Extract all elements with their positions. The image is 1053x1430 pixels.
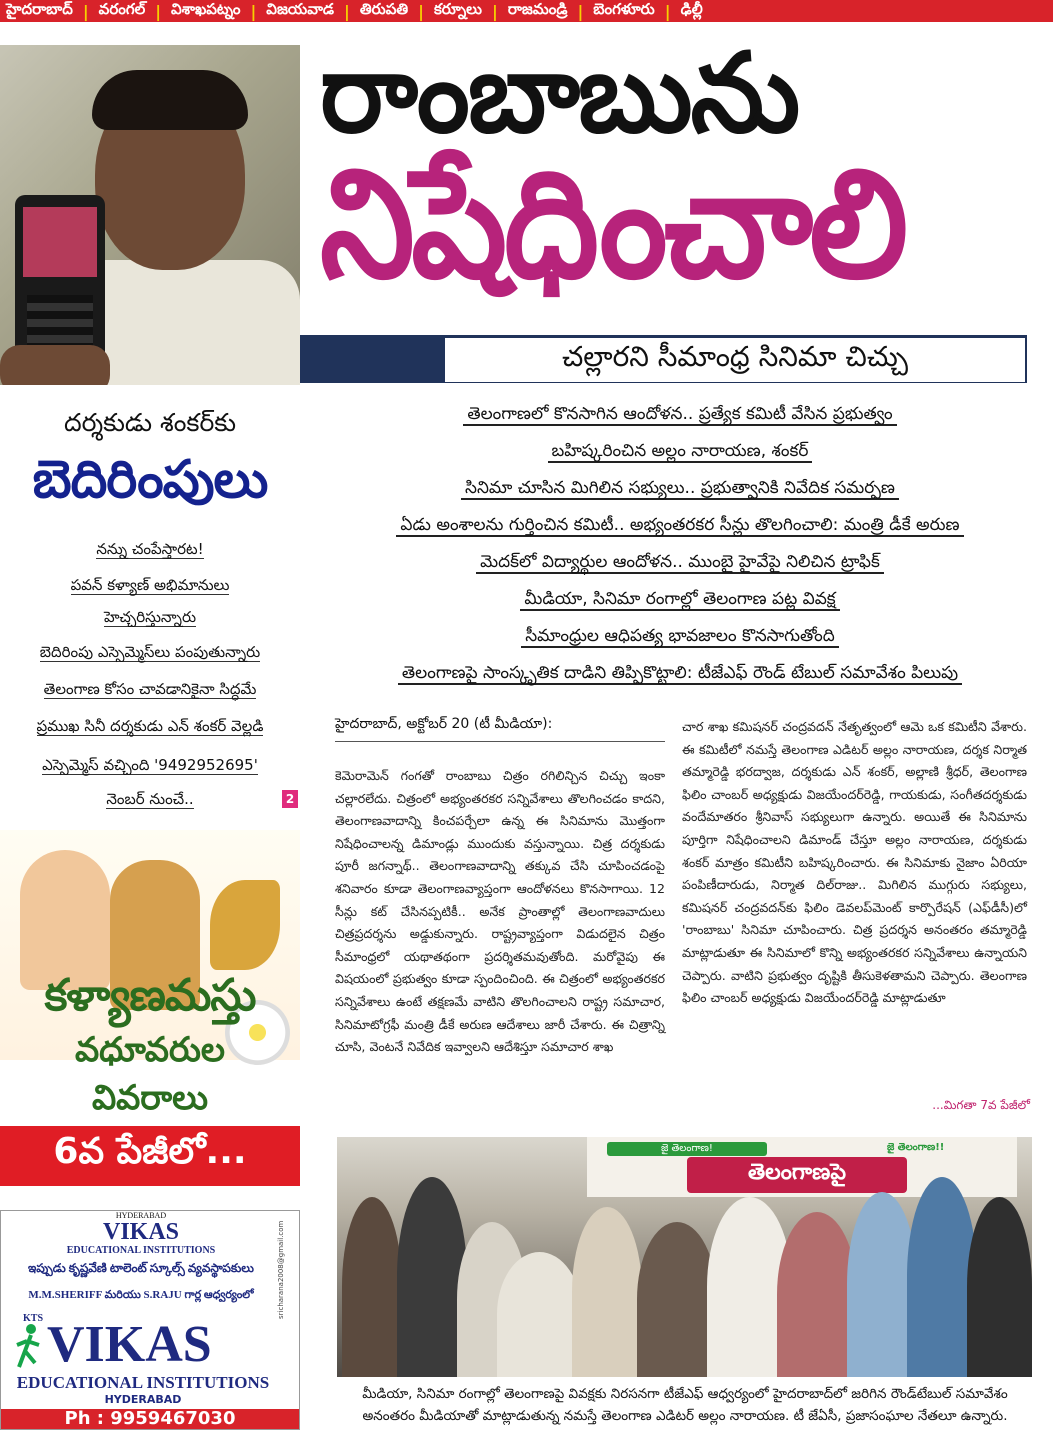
- side-story-line: నెంబర్ నుంచే..: [106, 790, 194, 808]
- highlight-item: బహిష్కరించిన అల్లం నారాయణ, శంకర్: [330, 433, 1030, 470]
- side-story-line: పవన్ కళ్యాణ్ అభిమానులు: [70, 576, 230, 594]
- side-story-line: హెచ్చరిస్తున్నారు: [103, 608, 197, 626]
- ad-line: వివరాలు: [91, 1078, 209, 1118]
- ad-page-band: 6వ పేజీలో...: [0, 1126, 300, 1186]
- highlight-item: సీమాంధ్రుల ఆధిపత్య భావజాలం కొనసాగుతోంది: [330, 618, 1030, 655]
- city-tab[interactable]: వరంగల్: [98, 0, 146, 18]
- highlight-item: మీడియా, సినిమా రంగాల్లో తెలంగాణ పట్ల వివక్ష: [330, 581, 1030, 618]
- vikas-ad[interactable]: [0, 1210, 300, 1430]
- city-tab[interactable]: విశాఖపట్నం: [171, 0, 241, 18]
- highlight-item: సినిమా చూసిన మిగిలిన సభ్యులు.. ప్రభుత్వానికి నివేదిక సమర్పణ: [330, 470, 1030, 507]
- headline-line1: రాంబాబును: [320, 29, 799, 157]
- runner-icon: [15, 1323, 43, 1371]
- side-story-line: బెదిరింపు ఎస్సెమ్మెస్‌లు పంపుతున్నారు: [39, 643, 261, 661]
- highlight-item: తెలంగాణపై సాంస్కృతిక దాడిని తిప్పికొట్టాలి: టీజేఎఫ్ రౌండ్ టేబుల్ సమావేశం పిలుపు: [330, 655, 1030, 692]
- side-story-title: బెదిరింపులు: [32, 450, 268, 510]
- article-column-2: చార శాఖ కమిషనర్ చంద్రవదన్ నేతృత్వంలో ఆమె ఒక కమిటీని వేశారు. ఈ కమిటీలో నమస్తే తెలంగాణ ఎడిటర్ అల్లం నారాయణ, దర్శక నిర్మాత తమ్మారెడ్డి భరద్వాజ, దర్శకుడు ఎన్ శంకర్, అల్లాణి శ్రీధర్, తెలంగాణ ఫిలిం చాంబర్ అధ్యక్షుడు విజయేందర్‌రెడ్డి, గాయకుడు, సంగీతదర్శకుడు వందేమాతరం శ్రీనివాస్ సభ్యులుగా ఉన్నారు. అయితే ఈ సినిమాను పూర్తిగా నిషేధించాలని డిమాండ్ చేస్తూ అల్లం నారాయణ, దర్శకుడు శంకర్ మాత్రం కమిటీని బహిష్కరించారు. ఈ సినిమాకు నైజాం ఏరియా పంపిణీదారుడు, నిర్మాత దిల్‌రాజు.. మిగిలిన ముగ్గురు సభ్యులు, కమిషనర్ చంద్రవదన్‌కు ఫిలిం డెవలప్‌మెంట్ కార్పొరేషన్ (ఎఫ్‌డీసీ)లో 'రాంబాబు' సినిమా చూపించారు. చిత్ర ప్రదర్శన అనంతరం తమ్మారెడ్డి మాట్లాడుతూ ఈ సినిమాలో కొన్ని అభ్యంతరకర సన్నివేశాలు ఉన్నాయని చెప్పారు. వాటిని ప్రభుత్వం దృష్టికి తీసుకెళతామని చెప్పారు. తెలంగాణ ఫిలిం చాంబర్ అధ్యక్షుడు విజయేందర్‌రెడ్డి మాట్లాడుతూ: [682, 719, 1027, 1006]
- highlight-item: మెదక్‌లో విద్యార్థుల ఆందోళన.. ముంబై హైవేపై నిలిచిన ట్రాఫిక్: [330, 544, 1030, 581]
- page-reference-badge[interactable]: 2: [282, 790, 298, 808]
- highlight-item: తెలంగాణలో కొనసాగిన ఆందోళన.. ప్రత్యేక కమిటీ వేసిన ప్రభుత్వం: [330, 396, 1030, 433]
- article-column-1: కెమెరామెన్ గంగతో రాంబాబు చిత్రం రగిలిన్చిన చిచ్చు ఇంకా చల్లారలేదు. చిత్రంలో అభ్యంతరకర సన్నివేశాలు తొలగించడం కాదని, తెలంగాణవాదాన్ని కించపర్చేలా ఉన్న ఈ సినిమాను మొత్తంగా నిషేధించాలన్న డిమాండ్లు ముందుకు వస్తున్నాయి. చిత్ర దర్శకుడు పూరీ జగన్నాథ్.. తెలంగాణవాదాన్ని తక్కువ చేసి చూపించడంపై శనివారం కూడా తెలంగాణవ్యాప్తంగా ఆందోళనలు కొనసాగాయి. 12 సీన్లు కట్ చేసినప్పటికీ.. అనేక ప్రాంతాల్లో తెలంగాణవాదులు చిత్రప్రదర్శను అడ్డుకున్నారు. రాష్ట్రవ్యాప్తంగా విడుదలైన చిత్రం సీమాంధ్రలో యథాతథంగా ప్రదర్శితమవుతోంది. మరోవైపు ఈ విషయంలో ప్రభుత్వం కూడా స్పందించింది. ఈ చిత్రంలో అభ్యంతరకర సన్నివేశాలు ఉంటే తక్షణమే వాటిని తొలగించాలని రాష్ట్ర సమాచార, సినిమాటోగ్రఫీ మంత్రి డీకే అరుణ ఆదేశాలు జారీ చేశారు. ఈ చిత్రాన్ని చూసి, వెంటనే నివేదిక ఇవ్వాలని ఆదేశిస్తూ సమాచార శాఖ: [335, 768, 665, 1055]
- dateline: హైదరాబాద్, అక్టోబర్ 20 (టీ మీడియా):: [335, 716, 665, 742]
- ad-brand-name: VIKAS: [102, 1219, 180, 1245]
- ad-brand-small: KTS: [23, 1313, 44, 1324]
- banner-slogan: జై తెలంగాణ!: [607, 1142, 767, 1156]
- continued-link[interactable]: ...మిగతా 7వ పేజీలో: [932, 1098, 1030, 1112]
- shehnai-icon: [210, 880, 280, 970]
- headline-line2: నిషేధించాలి: [320, 138, 905, 312]
- highlights-list: [330, 396, 1030, 692]
- photo-caption: మీడియా, సినిమా రంగాల్లో తెలంగాణపై వివక్షకు నిరసనగా టీజేఎఫ్ ఆధ్వర్యంలో హైదరాబాద్‌లో జరిగిన రౌండ్‌టేబుల్ సమావేశం అనంతరం మీడియాతో మాట్లాడుతున్న నమస్తే తెలంగాణ ఎడిటర్ అల్లం నారాయణ. టీ జేఏసీ, ప్రజాసంఘాల నేతలూ ఉన్నారు.: [362, 1386, 1008, 1424]
- city-tab[interactable]: విజయవాడ: [266, 0, 335, 18]
- ad-title: కళ్యాణమస్తు: [44, 970, 256, 1021]
- ad-line: వధూవరుల: [74, 1030, 226, 1070]
- side-story-line: ఎస్సెమ్మెస్ వచ్చింది '9492952695': [42, 756, 258, 774]
- ad-city-top: HYDERABAD: [115, 1211, 167, 1220]
- ad-founders: M.M.SHERIFF మరియు S.RAJU గార్ల ఆధ్వర్యంలో: [28, 1289, 254, 1301]
- ad-telugu-line: ఇప్పుడు కృష్ణవేణి టాలెంట్ స్కూల్స్ వ్యవస్థాపకులు: [28, 1261, 254, 1275]
- top-city-strip: హైదరాబాద్ | వరంగల్ | విశాఖపట్నం | విజయవాడ | తిరుపతి | కర్నూలు | రాజమండ్రి | బెంగళూరు | ఢిల్లీ: [0, 0, 1053, 22]
- side-story-kicker: దర్శకుడు శంకర్‌కు: [64, 408, 236, 437]
- side-story-line: ప్రముఖ సినీ దర్శకుడు ఎన్ శంకర్ వెల్లడి: [36, 717, 264, 735]
- ad-brand-logo-sub: EDUCATIONAL INSTITUTIONS: [16, 1373, 270, 1392]
- side-story-line: నన్ను చంపేస్తారట!: [96, 540, 204, 558]
- highlight-item: ఏడు అంశాలను గుర్తించిన కమిటీ.. అభ్యంతరకర సీన్లు తొలగించాలి: మంత్రి డీకే అరుణ: [330, 507, 1030, 544]
- round-table-photo: [337, 1137, 1032, 1377]
- ad-email: sricharana2008@gmail.com: [277, 1220, 285, 1319]
- lead-photo: [0, 45, 300, 385]
- ad-phone[interactable]: Ph : 9959467030: [1, 1409, 299, 1429]
- city-tab[interactable]: ఢిల్లీ: [680, 0, 703, 18]
- ad-brand-sub: EDUCATIONAL INSTITUTIONS: [66, 1245, 216, 1256]
- banner-slogan-2: జై తెలంగాణ!!: [887, 1142, 945, 1153]
- city-tab[interactable]: బెంగళూరు: [593, 0, 655, 18]
- city-tab[interactable]: రాజమండ్రి: [507, 0, 568, 18]
- ad-brand-logo: VIKAS: [47, 1316, 212, 1373]
- city-tab[interactable]: తిరుపతి: [359, 0, 409, 18]
- groom-illustration: [20, 850, 110, 990]
- city-tab[interactable]: కర్నూలు: [433, 0, 482, 18]
- ad-city: HYDERABAD: [104, 1393, 182, 1406]
- city-tab[interactable]: హైదరాబాద్: [6, 0, 73, 18]
- side-story-line: తెలంగాణ కోసం చావడానికైనా సిద్ధమే: [43, 680, 257, 698]
- banner-title: తెలంగాణపై: [687, 1157, 907, 1193]
- subhead: చల్లారని సీమాంధ్ర సినిమా చిచ్చు: [445, 338, 1025, 382]
